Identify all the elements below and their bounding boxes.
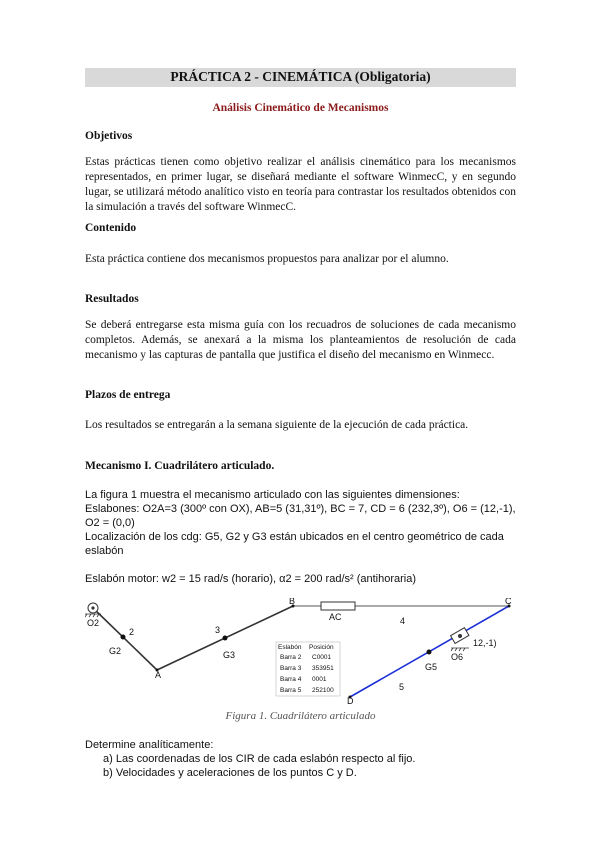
label-c: C bbox=[505, 598, 512, 606]
text-objetivos: Estas prácticas tienen como objetivo realizar el análisis cinemático para los mecanismos representados, en primer lugar, se diseñará mediante el software WinmecC, y en segundo lugar, se utilizará método analítico visto en teoría para contrastar los resultados obtenidos con la simulación a través del software WinmecC. bbox=[85, 156, 516, 213]
question-item: b) Velocidades y aceleraciones de los puntos C y D. bbox=[103, 767, 357, 779]
label-o6: O6 bbox=[451, 652, 464, 662]
g3-point bbox=[223, 636, 228, 641]
table-cell: 0001 bbox=[312, 676, 327, 683]
label-a: A bbox=[155, 670, 162, 680]
position-table bbox=[276, 642, 340, 696]
ground-o2-icon bbox=[85, 603, 101, 617]
table-cell: C0001 bbox=[312, 654, 332, 661]
g2-point bbox=[121, 635, 126, 640]
heading-mecanismo: Mecanismo I. Cuadrilátero articulado. bbox=[85, 460, 275, 472]
figure-caption: Figura 1. Cuadrilátero articulado bbox=[225, 710, 376, 722]
g5-point bbox=[427, 650, 432, 655]
label-n4: 4 bbox=[400, 616, 406, 626]
text-contenido: Esta práctica contiene dos mecanismos propuestos para analizar por el alumno. bbox=[85, 253, 449, 265]
label-g3: G3 bbox=[223, 650, 236, 660]
text-plazos: Los resultados se entregarán a la semana siguiente de la ejecución de cada práctica. bbox=[85, 419, 469, 431]
text-resultados: Se deberá entregarse esta misma guía con los recuadros de soluciones de cada mecanismo completos. Además, se anexará a la misma los planteamientos de resolución de cada mecanismo y las capturas de pantalla que justifica el diseño del mecanismo en Winmecc. bbox=[85, 319, 516, 361]
heading-plazos: Plazos de entrega bbox=[85, 389, 171, 401]
table-cell: Barra 4 bbox=[280, 676, 302, 683]
label-n2: 2 bbox=[129, 627, 135, 637]
label-n5: 5 bbox=[399, 682, 405, 692]
slider-block bbox=[321, 602, 355, 610]
heading-objetivos: Objetivos bbox=[85, 130, 133, 142]
label-g2: G2 bbox=[109, 646, 122, 656]
mechanism-figure bbox=[85, 598, 517, 708]
label-g5: G5 bbox=[425, 662, 438, 672]
label-d: D bbox=[347, 696, 354, 706]
table-header-posicion: Posición bbox=[309, 644, 334, 651]
mecanismo-intro: La figura 1 muestra el mecanismo articulado con las siguientes dimensiones: bbox=[85, 489, 460, 501]
link-2 bbox=[93, 608, 157, 670]
question-item: a) Las coordenadas de los CIR de cada eslabón respecto al fijo. bbox=[103, 753, 416, 765]
table-cell: Barra 2 bbox=[280, 654, 302, 661]
ground-o6-icon bbox=[451, 628, 469, 651]
mecanismo-cdg: Localización de los cdg: G5, G2 y G3 están ubicados en el centro geométrico de cada eslabón bbox=[85, 531, 504, 557]
mecanismo-motor: Eslabón motor: w2 = 15 rad/s (horario), α2 = 200 rad/s² (antihoraria) bbox=[85, 573, 417, 585]
heading-contenido: Contenido bbox=[85, 222, 137, 234]
mecanismo-eslabones: Eslabones: O2A=3 (300º con OX), AB=5 (31,31º), BC = 7, CD = 6 (232,3º), O6 = (12,-1), O2 = (0,0) bbox=[85, 503, 516, 529]
question-list bbox=[103, 752, 516, 780]
heading-resultados: Resultados bbox=[85, 293, 139, 305]
page-subtitle: Análisis Cinemático de Mecanismos bbox=[212, 102, 389, 114]
page-title: PRÁCTICA 2 - CINEMÁTICA (Obligatoria) bbox=[170, 69, 431, 84]
determine-label: Determine analíticamente: bbox=[85, 739, 214, 751]
label-b: B bbox=[289, 598, 296, 606]
label-o6coord: 12,-1) bbox=[473, 638, 497, 648]
label-n3: 3 bbox=[215, 625, 221, 635]
table-cell: Barra 5 bbox=[280, 687, 302, 694]
table-header-eslabon: Eslabón bbox=[278, 644, 302, 651]
table-cell: 252100 bbox=[312, 687, 334, 694]
table-cell: Barra 3 bbox=[280, 665, 302, 672]
label-ac: AC bbox=[329, 612, 342, 622]
table-cell: 353951 bbox=[312, 665, 334, 672]
label-o2: O2 bbox=[87, 618, 100, 628]
